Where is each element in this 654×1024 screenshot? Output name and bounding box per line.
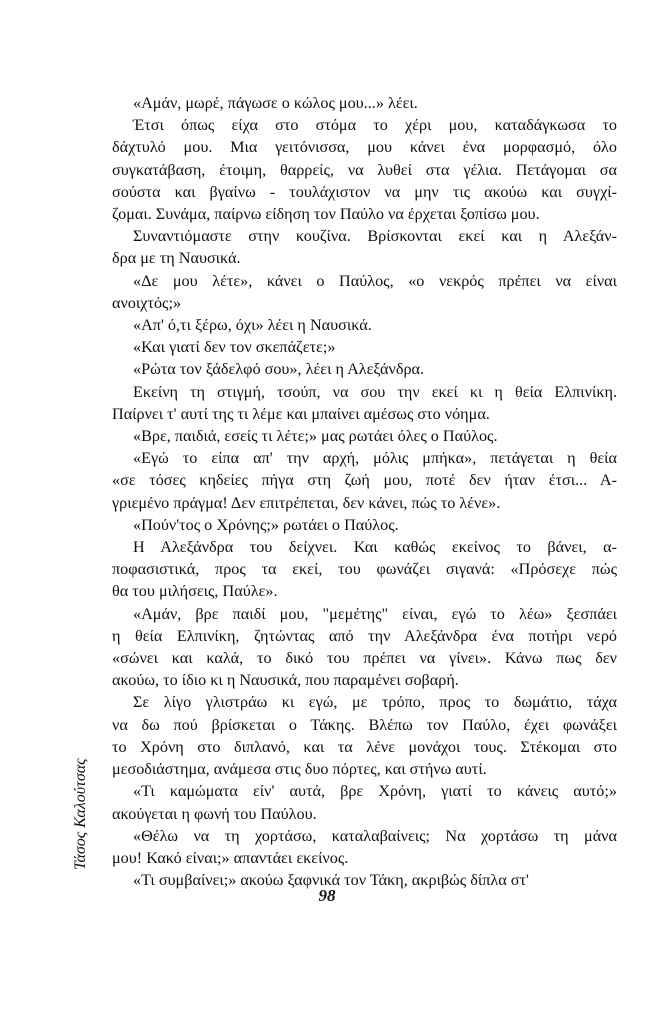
paragraph bbox=[112, 225, 617, 269]
text-line: «Τι καμώματα είν' αυτά, βρε Χρόνη, γιατί το κάνεις αυτό;» bbox=[133, 782, 617, 801]
paragraph bbox=[112, 603, 617, 692]
paragraph bbox=[112, 691, 617, 780]
paragraph bbox=[112, 314, 617, 336]
text-line: η θεία Ελπινίκη, ζητώντας από την Αλεξάνδρα ένα ποτήρι νερό bbox=[112, 626, 617, 645]
text-line: ακούω, το ίδιο κι η Ναυσικά, που παραμένει σοβαρή. bbox=[112, 671, 459, 690]
text-line: το Χρόνη στο διπλανό, και τα λένε μονάχοι τους. Στέκομαι στο bbox=[112, 737, 617, 756]
text-line: «Τι συμβαίνει;» ακούω ξαφνικά τον Τάκη, ακριβώς δίπλα στ' bbox=[133, 871, 529, 890]
paragraph bbox=[112, 825, 617, 869]
text-line: Συναντιόμαστε στην κουζίνα. Βρίσκονται εκεί και η Αλεξάν- bbox=[133, 227, 617, 246]
text-line: Παίρνει τ' αυτί της τι λέμε και μπαίνει αμέσως στο νόημα. bbox=[112, 404, 490, 423]
text-line: Έτσι όπως είχα στο στόμα το χέρι μου, καταδάγκωσα το bbox=[133, 116, 617, 135]
text-line: «σώνει και καλά, το δικό του πρέπει να γίνει». Κάνω πως δεν bbox=[112, 649, 617, 668]
text-line: «Θέλω να τη χορτάσω, καταλαβαίνεις; Να χορτάσω τη μάνα bbox=[133, 826, 617, 845]
text-line: «Απ' ό,τι ξέρω, όχι» λέει η Ναυσικά. bbox=[133, 316, 372, 335]
text-line: «σε τόσες κηδείες πήγα στη ζωή μου, ποτέ δεν ήταν έτσι... Α- bbox=[112, 471, 617, 490]
text-line: ακούγεται η φωνή του Παύλου. bbox=[112, 804, 317, 823]
text-line: μεσοδιάστημα, ανάμεσα στις δυο πόρτες, και στήνω αυτί. bbox=[112, 760, 487, 779]
paragraph bbox=[112, 114, 617, 225]
paragraph bbox=[112, 780, 617, 824]
paragraph bbox=[112, 536, 617, 603]
paragraph bbox=[112, 92, 617, 114]
paragraph bbox=[112, 425, 617, 447]
text-line: «Ρώτα τον ξάδελφό σου», λέει η Αλεξάνδρα. bbox=[133, 360, 425, 379]
text-line: «Δε μου λέτε», κάνει ο Παύλος, «ο νεκρός πρέπει να είναι bbox=[133, 271, 617, 290]
text-line: συγκατάβαση, έτοιμη, θαρρείς, να λυθεί στα γέλια. Πετάγομαι σα bbox=[112, 160, 617, 179]
text-line: ανοιχτός;» bbox=[112, 293, 182, 312]
page-number: 98 bbox=[318, 886, 336, 905]
text-line: «Αμάν, μωρέ, πάγωσε ο κώλος μου...» λέει. bbox=[133, 94, 418, 112]
text-line: σούστα και βγαίνω - τουλάχιστον να μην τις ακούω και συγχί- bbox=[112, 182, 617, 201]
running-head-author: Τάσος Καλούτσας bbox=[72, 758, 89, 870]
text-line: «Εγώ το είπα απ' την αρχή, μόλις μπήκα», πετάγεται η θεία bbox=[133, 449, 617, 468]
text-line: «Πούν'τος ο Χρόνης;» ρωτάει ο Παύλος. bbox=[133, 515, 399, 534]
text-line: Η Αλεξάνδρα του δείχνει. Και καθώς εκείνος το βάνει, α- bbox=[133, 538, 617, 557]
text-line: «Βρε, παιδιά, εσείς τι λέτε;» μας ρωτάει όλες ο Παύλος. bbox=[133, 427, 498, 446]
paragraph bbox=[112, 447, 617, 514]
text-line: «Αμάν, βρε παιδί μου, "μεμέτης" είναι, εγώ το λέω» ξεσπάει bbox=[133, 604, 617, 623]
text-line: δρα με τη Ναυσικά. bbox=[112, 249, 241, 268]
text-line: γριεμένο πράγμα! Δεν επιτρέπεται, δεν κάνει, πώς το λένε». bbox=[112, 493, 501, 512]
text-line: να δω πού βρίσκεται ο Τάκης. Βλέπω τον Παύλο, έχει φωνάξει bbox=[112, 715, 617, 734]
paragraph bbox=[112, 358, 617, 380]
text-line: Εκείνη τη στιγμή, τσούπ, να σου την εκεί κι η θεία Ελπινίκη. bbox=[133, 382, 617, 401]
paragraph bbox=[112, 270, 617, 314]
text-line: θα του μιλήσεις, Παύλε». bbox=[112, 582, 278, 601]
text-line: ποφασιστικά, προς τα εκεί, του φωνάζει σιγανά: «Πρόσεχε πώς bbox=[112, 560, 617, 579]
body-text bbox=[112, 92, 617, 891]
text-line: Σε λίγο γλιστράω κι εγώ, με τρόπο, προς το δωμάτιο, τάχα bbox=[133, 693, 617, 712]
text-line: «Και γιατί δεν τον σκεπάζετε;» bbox=[133, 338, 336, 357]
paragraph bbox=[112, 514, 617, 536]
text-line: ζομαι. Συνάμα, παίρνω είδηση τον Παύλο να έρχεται ξοπίσω μου. bbox=[112, 205, 540, 224]
paragraph bbox=[112, 336, 617, 358]
paragraph bbox=[112, 381, 617, 425]
text-line: μου! Κακό είναι;» απαντάει εκείνος. bbox=[112, 848, 349, 867]
text-line: δάχτυλό μου. Μια γειτόνισσα, μου κάνει ένα μορφασμό, όλο bbox=[112, 138, 617, 157]
